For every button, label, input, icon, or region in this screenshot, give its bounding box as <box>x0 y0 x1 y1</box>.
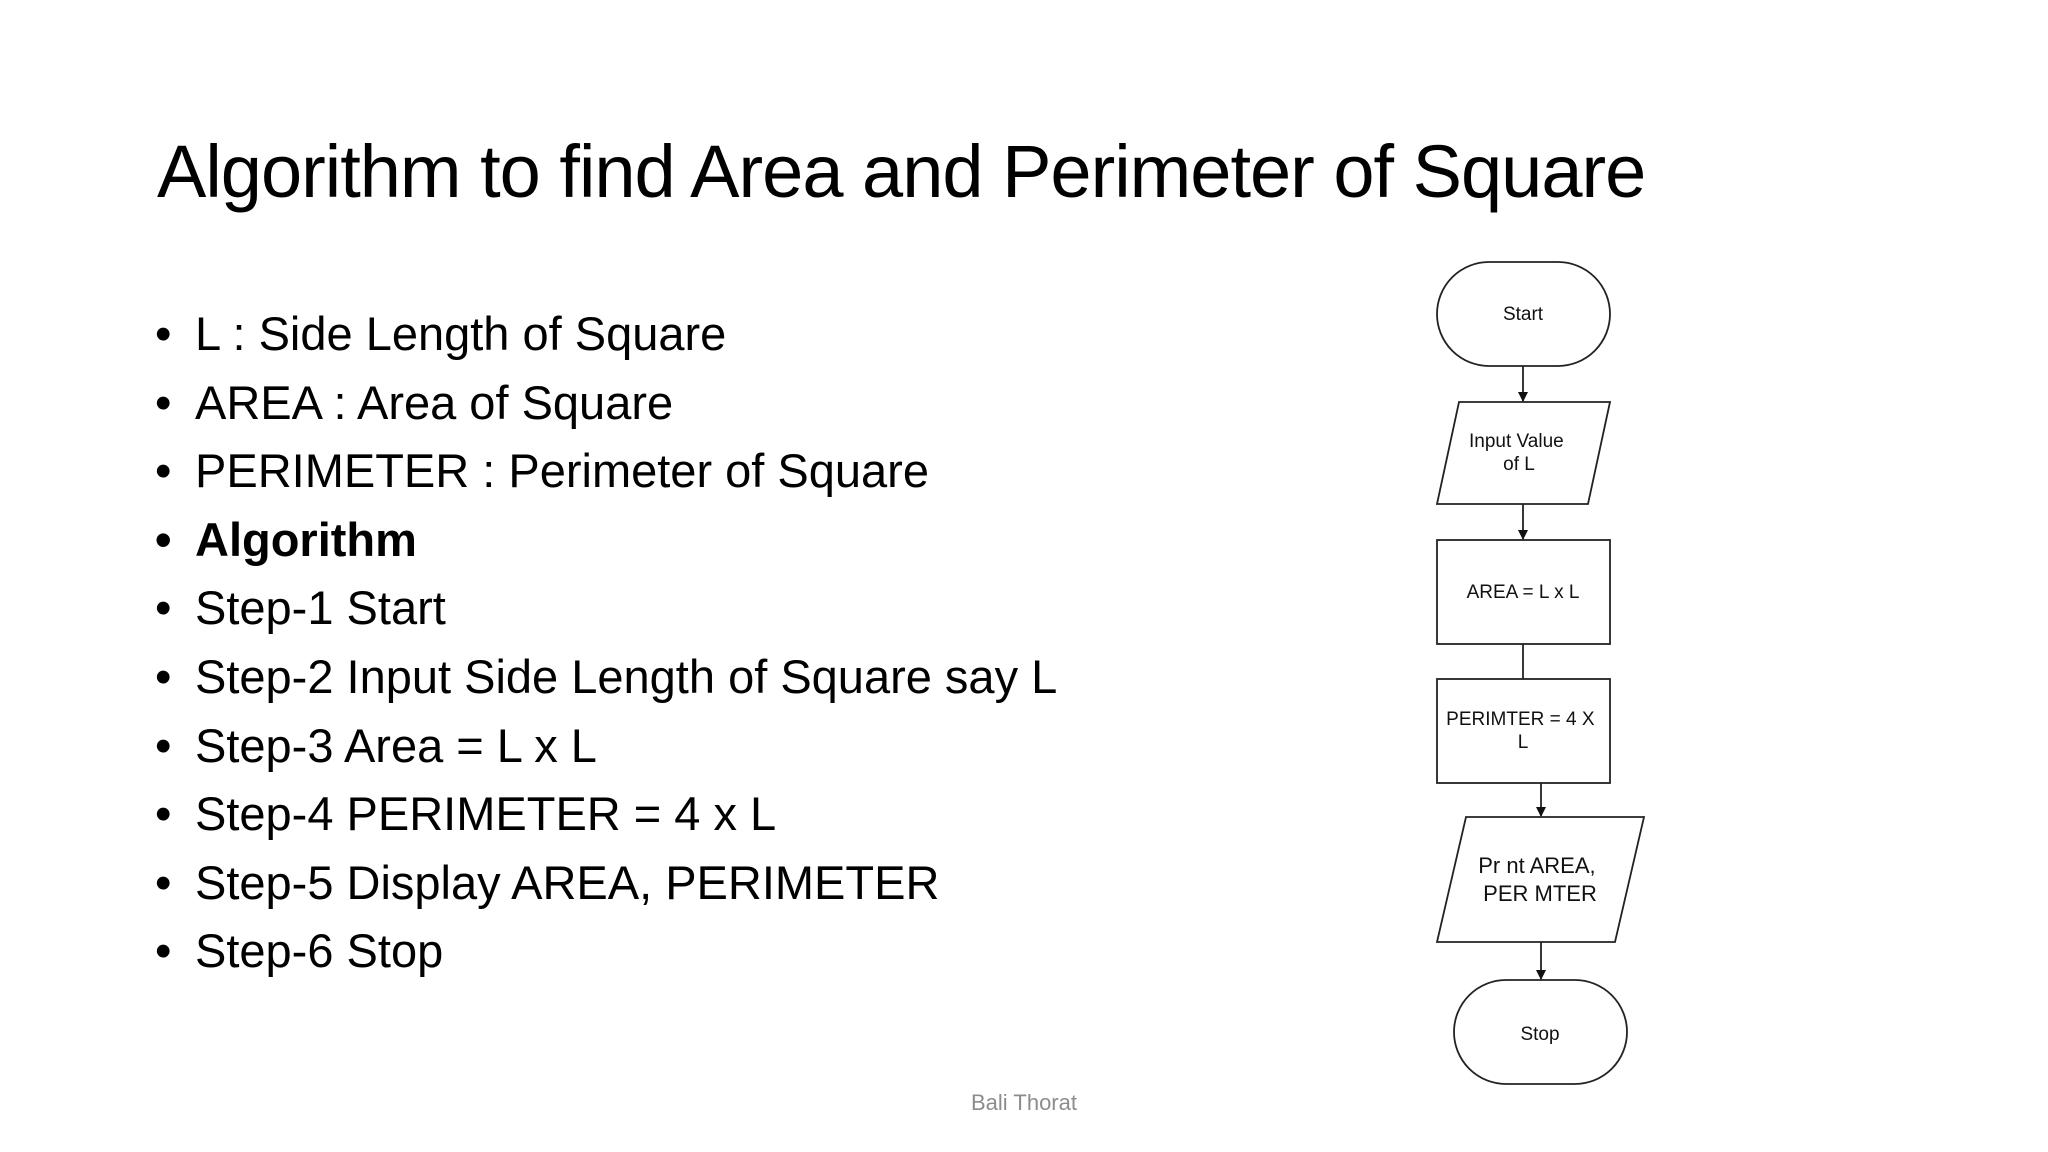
flowchart-print-line: PER MTER <box>1483 881 1597 906</box>
bullet-item: • Step-1 Start <box>155 574 1057 643</box>
bullet-item: • L : Side Length of Square <box>155 300 1057 369</box>
flowchart-print-node <box>1437 817 1644 942</box>
bullet-item: • Step-2 Input Side Length of Square say L <box>155 643 1057 712</box>
flowchart-input-line: Input Value <box>1468 431 1564 452</box>
slide-footer: Bali Thorat <box>971 1090 1077 1115</box>
bullet-item-algorithm-heading: • Algorithm <box>155 506 1057 575</box>
flowchart-start-label: Start <box>1502 304 1544 325</box>
bullet-item: • Step-6 Stop <box>155 917 1057 986</box>
flowchart-print-line: Pr nt AREA, <box>1478 853 1596 878</box>
flowchart-input-line: of L <box>1503 454 1535 475</box>
flowchart-area-label: AREA = L x L <box>1466 582 1580 603</box>
flowchart-perimeter-line: L <box>1517 732 1529 753</box>
flowchart-perimeter-node <box>1437 679 1610 783</box>
flowchart-stop-label: Stop <box>1520 1024 1560 1045</box>
bullet-item: • PERIMETER : Perimeter of Square <box>155 437 1057 506</box>
bullet-item: • Step-4 PERIMETER = 4 x L <box>155 780 1057 849</box>
bullet-item: • Step-3 Area = L x L <box>155 712 1057 781</box>
bullet-item: • Step-5 Display AREA, PERIMETER <box>155 849 1057 918</box>
bullet-item: • AREA : Area of Square <box>155 369 1057 438</box>
slide-title: Algorithm to find Area and Perimeter of Square <box>157 130 1646 213</box>
flowchart-input-node <box>1437 402 1610 504</box>
flowchart-perimeter-line: PERIMTER = 4 X <box>1446 709 1595 730</box>
